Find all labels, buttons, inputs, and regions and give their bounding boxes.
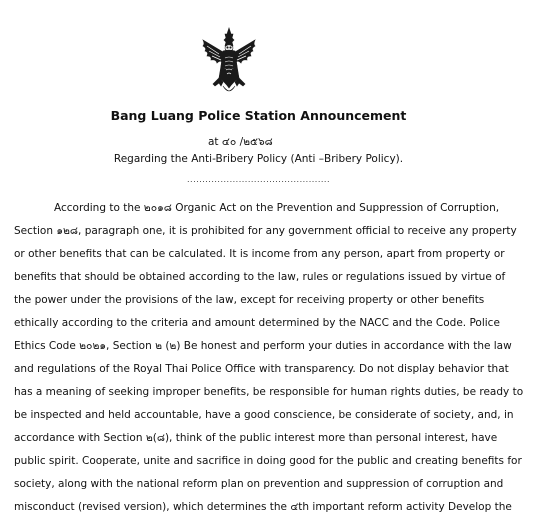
body-line: public spirit. Cooperate, unite and sacrifice in doing good for the public and creating benefits for — [14, 455, 522, 467]
body-line: and regulations of the Royal Thai Police Office with transparency. Do not display behavior that — [14, 363, 509, 375]
body-line: benefits that should be obtained according to the law, rules or regulations issued by virtue of — [14, 271, 506, 283]
announcement-subject: Regarding the Anti-Bribery Policy (Anti –Bribery Policy). — [113, 153, 404, 165]
body-line: the power under the provisions of the law, except for receiving property or other benefits — [14, 294, 485, 306]
body-line: Section ๑๒๘, paragraph one, it is prohibited for any government official to receive any property — [14, 225, 517, 237]
announcement-title: Bang Luang Police Station Announcement — [110, 108, 407, 123]
body-line: or other benefits that can be calculated. It is income from any person, apart from property or — [14, 248, 505, 260]
body-line: Ethics Code ๒๐๒๑, Section ๒ (๒) Be honest and perform your duties in accordance with the law — [14, 340, 512, 352]
body-line: misconduct (revised version), which determines the ๔th important reform activity Develop the — [14, 501, 512, 513]
body-line: be inspected and held accountable, have a good conscience, be considerate of society, and, in — [14, 409, 514, 421]
body-line: has a meaning of seeking improper benefits, be responsible for human rights duties, be ready to — [14, 386, 524, 398]
body-line: ethically according to the criteria and amount determined by the NACC and the Code. Police — [14, 317, 500, 329]
body-line: society, along with the national reform plan on prevention and suppression of corruption and — [14, 478, 504, 490]
body-line: accordance with Section ๒(๘), think of the public interest more than personal interest, have — [14, 432, 498, 444]
document-number: at ๔๐ /๒๕๖๘ — [208, 136, 273, 148]
body-line: According to the ๒๐๑๘ Organic Act on the Prevention and Suppression of Corruption, — [54, 202, 500, 214]
separator-line: ............................................... — [186, 175, 331, 184]
garuda-emblem-icon — [197, 26, 261, 96]
announcement-body — [14, 197, 554, 519]
